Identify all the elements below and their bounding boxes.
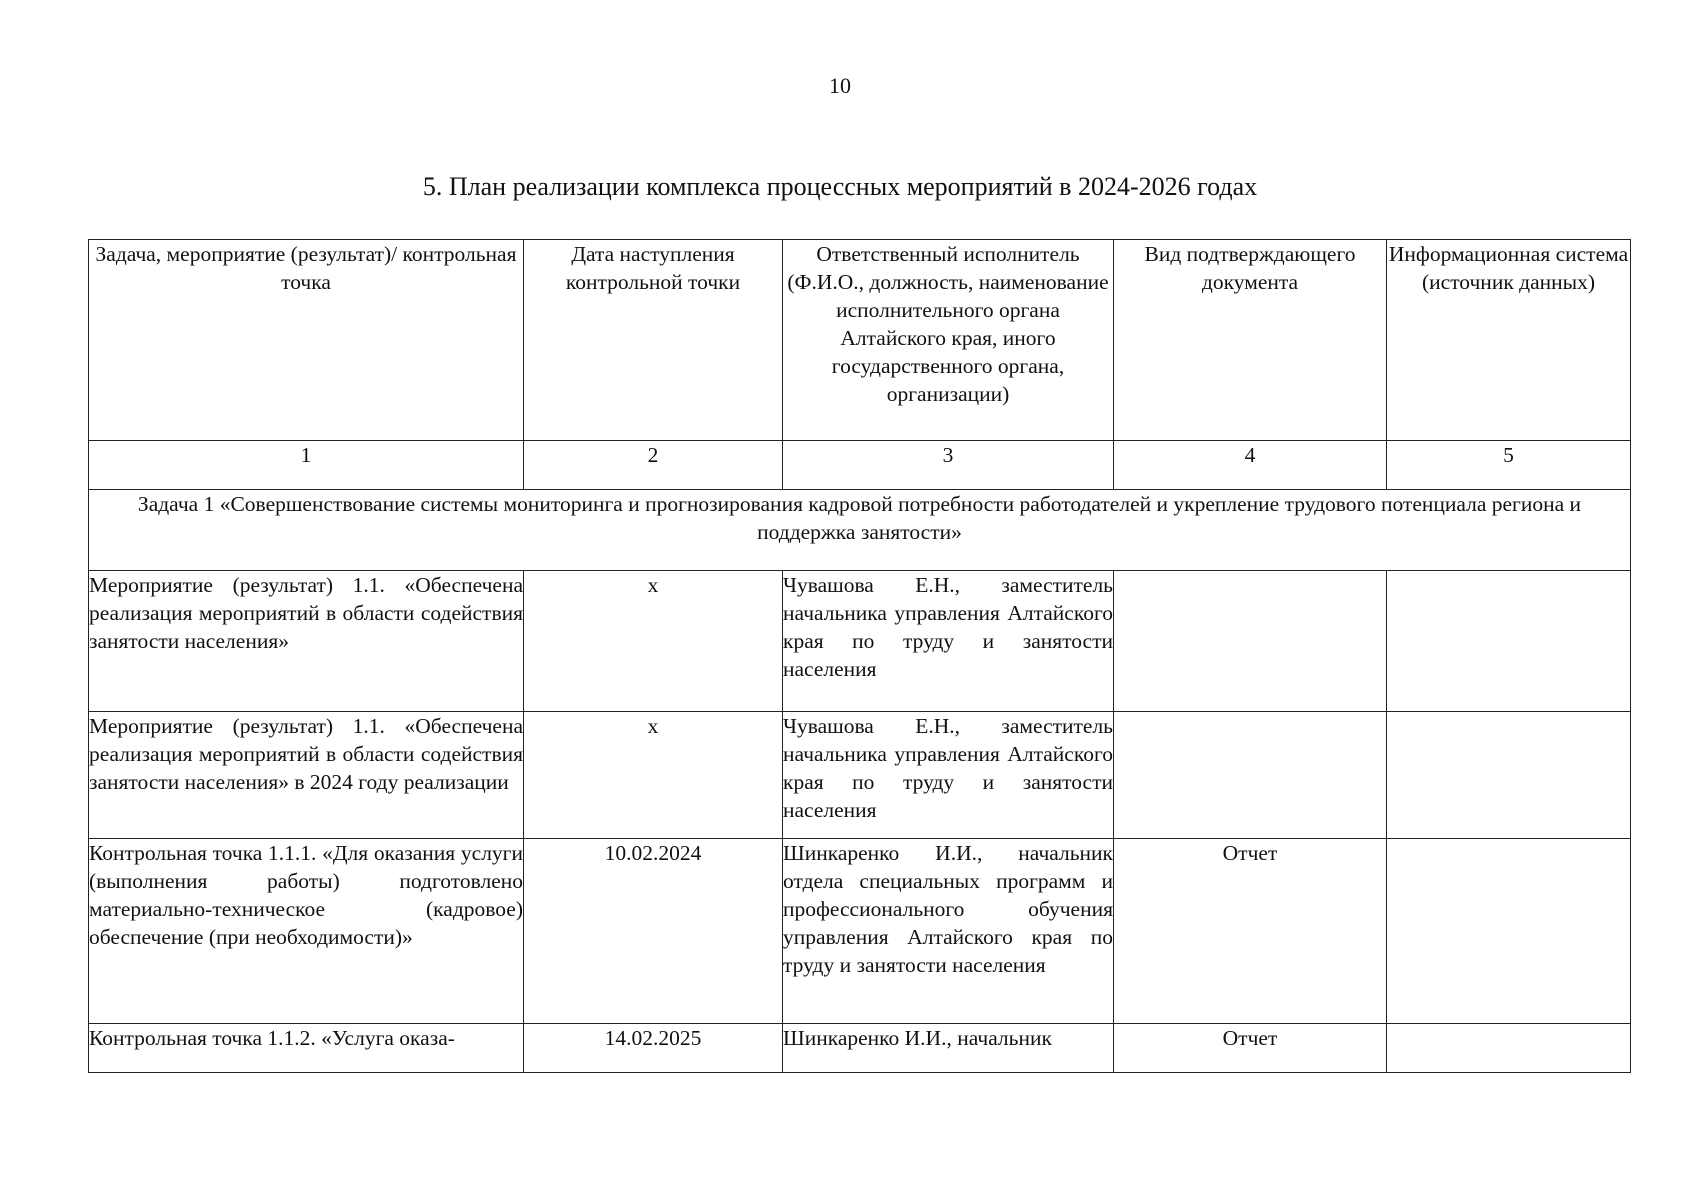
header-date: Дата наступления контрольной точки (524, 240, 783, 441)
system-cell (1387, 571, 1631, 712)
table-row (89, 712, 1631, 839)
system-cell (1387, 1024, 1631, 1073)
document-cell (1114, 712, 1387, 839)
column-number: 4 (1114, 441, 1387, 490)
header-task: Задача, мероприятие (результат)/ контрольная точка (89, 240, 524, 441)
table-header-row (89, 240, 1631, 441)
responsible-cell: Чувашова Е.Н., заместитель начальника управления Алтайского края по труду и занятости населения (783, 712, 1114, 839)
system-cell (1387, 712, 1631, 839)
header-responsible: Ответственный исполнитель (Ф.И.О., должность, наименование исполнительного органа Алтайского края, иного государственного органа, организации) (783, 240, 1114, 441)
system-cell (1387, 839, 1631, 1024)
date-cell: 10.02.2024 (524, 839, 783, 1024)
date-cell: 14.02.2025 (524, 1024, 783, 1073)
header-system: Информационная система (источник данных) (1387, 240, 1631, 441)
column-number: 1 (89, 441, 524, 490)
column-number-row (89, 441, 1631, 490)
column-number: 5 (1387, 441, 1631, 490)
table-row (89, 839, 1631, 1024)
document-cell: Отчет (1114, 839, 1387, 1024)
task-title: Задача 1 «Совершенствование системы мониторинга и прогнозирования кадровой потребности работодателей и укрепление трудового потенциала региона и поддержка занятости» (89, 490, 1631, 571)
header-document: Вид подтверждающего документа (1114, 240, 1387, 441)
document-cell: Отчет (1114, 1024, 1387, 1073)
page-number: 10 (829, 73, 851, 98)
date-cell: х (524, 712, 783, 839)
responsible-cell: Шинкаренко И.И., начальник отдела специальных программ и профессионального обучения управления Алтайского края по труду и занятости населения (783, 839, 1114, 1024)
page-title: 5. План реализации комплекса процессных мероприятий в 2024-2026 годах (422, 172, 1258, 201)
document-cell (1114, 571, 1387, 712)
date-cell: х (524, 571, 783, 712)
column-number: 2 (524, 441, 783, 490)
activity-cell: Мероприятие (результат) 1.1. «Обеспечена реализация мероприятий в области содействия занятости населения» (89, 571, 524, 712)
responsible-cell: Шинкаренко И.И., начальник (783, 1024, 1114, 1073)
activity-cell: Контрольная точка 1.1.1. «Для оказания услуги (выполнения работы) подготовлено материально-техническое (кадровое) обеспечение (при необходимости)» (89, 839, 524, 1024)
responsible-cell: Чувашова Е.Н., заместитель начальника управления Алтайского края по труду и занятости населения (783, 571, 1114, 712)
activity-cell: Мероприятие (результат) 1.1. «Обеспечена реализация мероприятий в области содействия занятости населения» в 2024 году реализации (89, 712, 524, 839)
column-number: 3 (783, 441, 1114, 490)
plan-table (88, 239, 1631, 1073)
task-row (89, 490, 1631, 571)
activity-cell: Контрольная точка 1.1.2. «Услуга оказа- (89, 1024, 524, 1073)
table-row (89, 571, 1631, 712)
table-row (89, 1024, 1631, 1073)
